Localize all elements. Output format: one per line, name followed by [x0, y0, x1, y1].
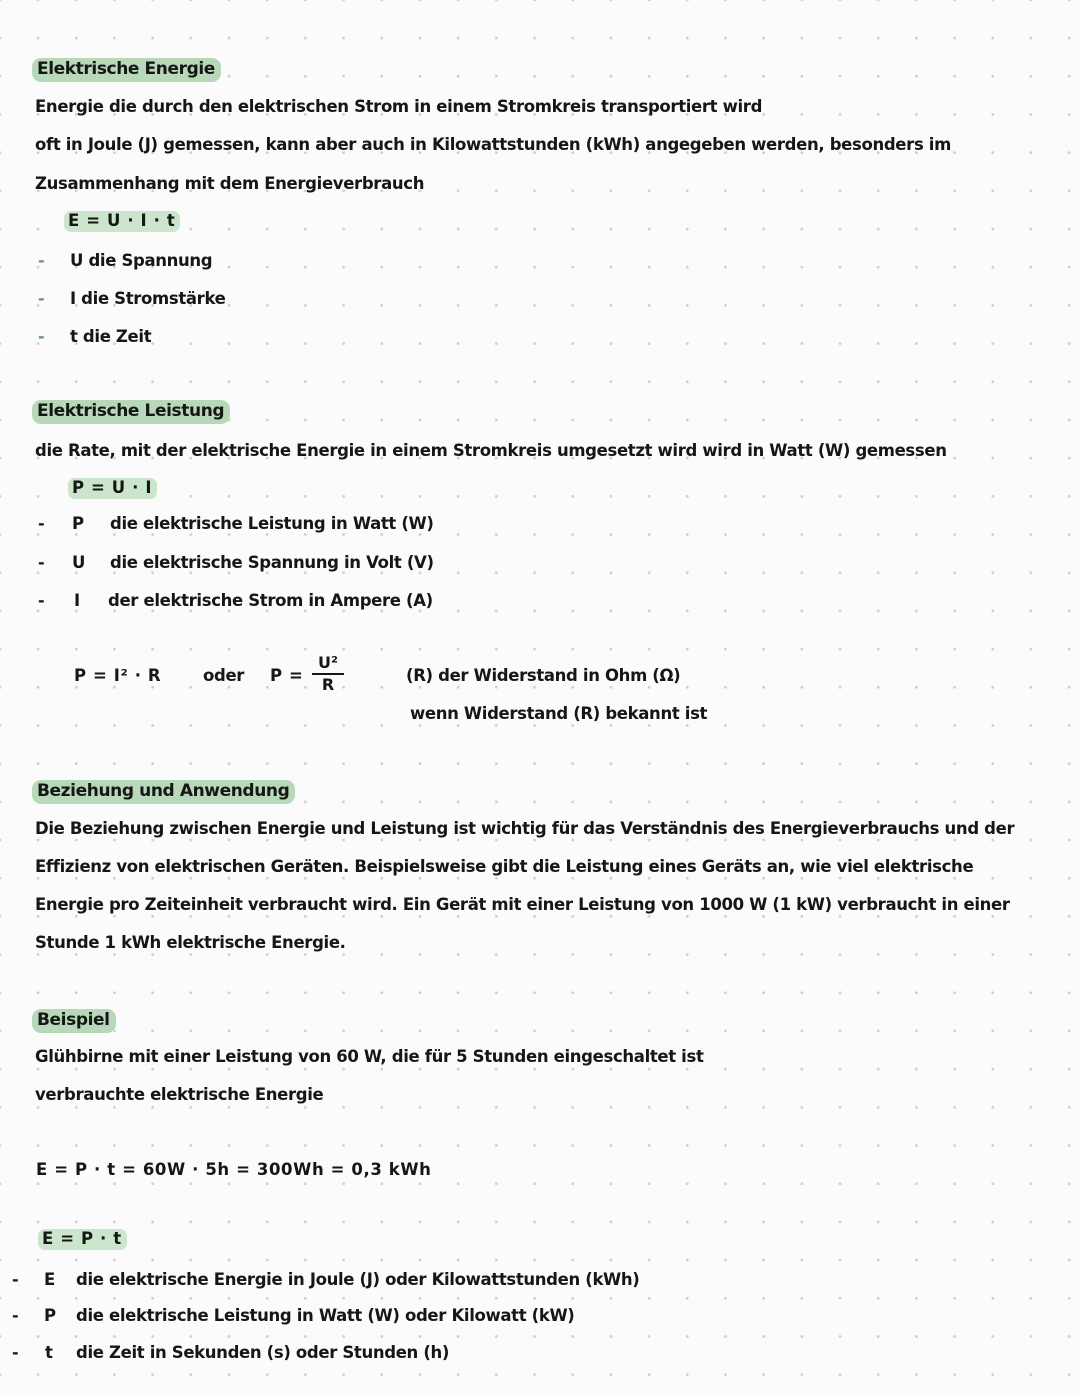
- relation-line-4: Stunde 1 kWh elektrische Energie.: [35, 933, 346, 952]
- power-formula-resistance-voltage-prefix: P =: [270, 666, 304, 685]
- fraction-denominator: R: [321, 675, 335, 694]
- resistance-note: (R) der Widerstand in Ohm (Ω): [406, 666, 681, 685]
- or-label: oder: [203, 666, 245, 685]
- power-item-text: der elektrische Strom in Ampere (A): [108, 591, 433, 610]
- bullet-dash: -: [38, 591, 45, 610]
- energy-item-voltage: U die Spannung: [70, 251, 213, 270]
- power-item-symbol: I: [74, 591, 80, 610]
- bullet-dash: -: [12, 1270, 19, 1289]
- fraction-numerator: U²: [318, 653, 338, 672]
- power-item-text: die elektrische Leistung in Watt (W): [110, 514, 434, 533]
- bullet-dash: -: [12, 1306, 19, 1325]
- bullet-dash: -: [12, 1343, 19, 1362]
- heading-elektrische-leistung: Elektrische Leistung: [32, 400, 230, 424]
- bullet-dash: -: [38, 327, 45, 346]
- heading-beziehung-und-anwendung: Beziehung und Anwendung: [32, 780, 295, 804]
- energy-formula: E = U · I · t: [64, 211, 180, 232]
- bullet-dash: -: [38, 553, 45, 572]
- resistance-note-condition: wenn Widerstand (R) bekannt ist: [410, 704, 708, 723]
- power-item-symbol: P: [72, 514, 84, 533]
- example-item-symbol: t: [45, 1343, 53, 1362]
- relation-line-1: Die Beziehung zwischen Energie und Leistung ist wichtig für das Verständnis des Energieverbrauchs und der: [35, 819, 1015, 838]
- power-formula-resistance-current: P = I² · R: [74, 666, 162, 685]
- example-item-text: die Zeit in Sekunden (s) oder Stunden (h): [76, 1343, 450, 1362]
- power-item-text: die elektrische Spannung in Volt (V): [110, 553, 434, 572]
- example-item-symbol: E: [44, 1270, 55, 1289]
- power-formula: P = U · I: [68, 478, 157, 499]
- example-item-text: die elektrische Leistung in Watt (W) oder Kilowatt (kW): [76, 1306, 575, 1325]
- example-item-symbol: P: [44, 1306, 56, 1325]
- heading-beispiel: Beispiel: [32, 1009, 116, 1033]
- bullet-dash: -: [38, 251, 45, 270]
- energy-definition-line-1: Energie die durch den elektrischen Strom in einem Stromkreis transportiert wird: [35, 97, 763, 116]
- energy-item-time: t die Zeit: [70, 327, 152, 346]
- example-calculation: E = P · t = 60W · 5h = 300Wh = 0,3 kWh: [36, 1160, 432, 1179]
- bullet-dash: -: [38, 514, 45, 533]
- power-definition-line: die Rate, mit der elektrische Energie in einem Stromkreis umgesetzt wird wird in Watt (W) gemessen: [35, 441, 947, 460]
- example-line-2: verbrauchte elektrische Energie: [35, 1085, 324, 1104]
- example-line-1: Glühbirne mit einer Leistung von 60 W, die für 5 Stunden eingeschaltet ist: [35, 1047, 704, 1066]
- energy-item-current: I die Stromstärke: [70, 289, 226, 308]
- bullet-dash: -: [38, 289, 45, 308]
- example-formula: E = P · t: [38, 1229, 127, 1250]
- power-item-symbol: U: [72, 553, 86, 572]
- energy-definition-line-3: Zusammenhang mit dem Energieverbrauch: [35, 174, 425, 193]
- example-item-text: die elektrische Energie in Joule (J) oder Kilowattstunden (kWh): [76, 1270, 640, 1289]
- relation-line-3: Energie pro Zeiteinheit verbraucht wird. Ein Gerät mit einer Leistung von 1000 W (1 kW) verbraucht in einer: [35, 895, 1010, 914]
- energy-definition-line-2: oft in Joule (J) gemessen, kann aber auch in Kilowattstunden (kWh) angegeben werden, besonders im: [35, 135, 951, 154]
- heading-elektrische-energie: Elektrische Energie: [32, 58, 221, 82]
- relation-line-2: Effizienz von elektrischen Geräten. Beispielsweise gibt die Leistung eines Geräts an, wie viel elektrische: [35, 857, 974, 876]
